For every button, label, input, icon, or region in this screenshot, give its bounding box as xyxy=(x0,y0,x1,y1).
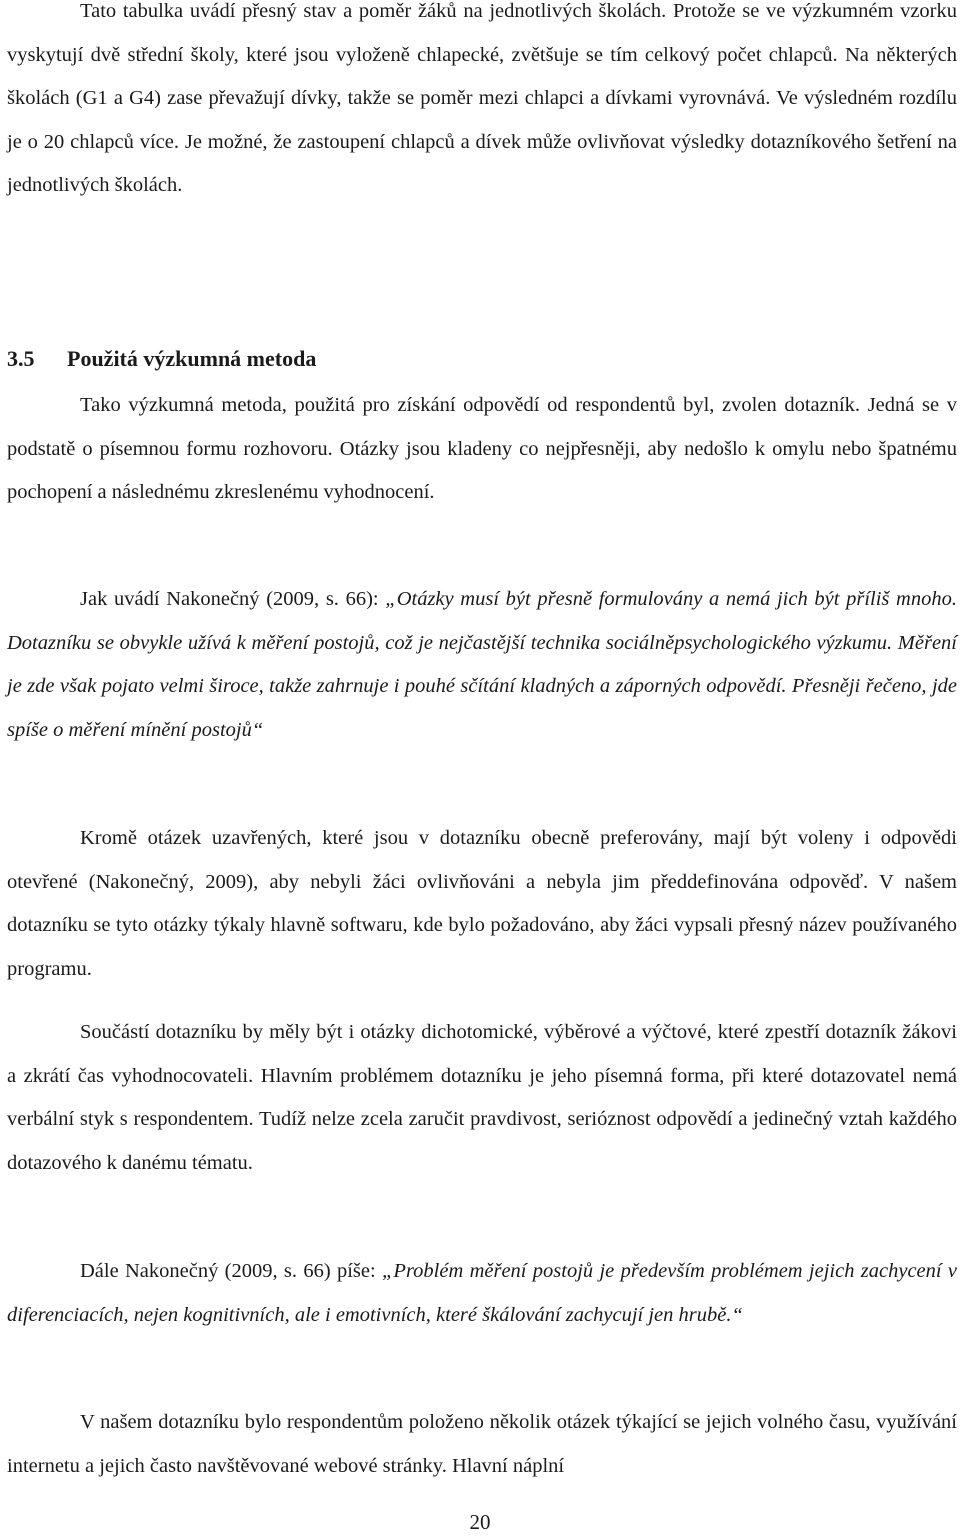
page-number: 20 xyxy=(469,1510,491,1534)
paragraph-questionnaire-topics xyxy=(7,1401,957,1488)
quotation: „Otázky musí být přesně formulovány a nemá jich být příliš mnoho. Dotazníku se obvykle užívá k měření postojů, což je nejčastější technika sociálněpsychologického výzkumu. Měření je zde však pojato velmi široce, takže zahrnuje i pouhé sčítání kladných a záporných odpovědí. Přesněji řečeno, jde spíše o měření mínění postojů“ xyxy=(7,588,957,741)
paragraph-text: Kromě otázek uzavřených, které jsou v dotazníku obecně preferovány, mají být voleny i odpovědi otevřené (Nakonečný, 2009), aby nebyli žáci ovlivňováni a nebyla jim předdefinována odpověď. V našem dotazníku se tyto otázky týkaly hlavně softwaru, kde bylo požadováno, aby žáci vypsali přesný název používaného programu. xyxy=(7,827,957,980)
paragraph-quote-nakonecny-2 xyxy=(7,1250,957,1337)
section-heading xyxy=(7,339,316,379)
paragraph-school-ratio xyxy=(7,0,957,208)
paragraph-text: Tato tabulka uvádí přesný stav a poměr žáků na jednotlivých školách. Protože se ve výzkumném vzorku vyskytují dvě střední školy, které jsou vyloženě chlapecké, zvětšuje se tím celkový počet chlapců. Na některých školách (G1 a G4) zase převažují dívky, takže se poměr mezi chlapci a dívkami vyrovnává. Ve výsledném rozdílu je o 20 chlapců více. Je možné, že zastoupení chlapců a dívek může ovlivňovat výsledky dotazníkového šetření na jednotlivých školách. xyxy=(7,0,957,196)
paragraph-question-types xyxy=(7,1011,957,1185)
citation-intro: Jak uvádí Nakonečný (2009, s. 66): xyxy=(80,588,386,610)
paragraph-text: Součástí dotazníku by měly být i otázky dichotomické, výběrové a výčtové, které zpestří dotazník žákovi a zkrátí čas vyhodnocovateli. Hlavním problémem dotazníku je jeho písemná forma, při které dotazovatel nemá verbální styk s respondentem. Tudíž nelze zcela zaručit pravdivost, serióznost odpovědí a jedinečný vztah každého dotazového k danému tématu. xyxy=(7,1021,957,1174)
citation-intro: Dále Nakonečný (2009, s. 66) píše: xyxy=(80,1260,383,1282)
paragraph-open-questions xyxy=(7,817,957,991)
quotation: „Problém měření postojů je především problémem jejich zachycení v diferenciacích, nejen kognitivních, ale i emotivních, které škálování zachycují jen hrubě.“ xyxy=(7,1260,957,1326)
paragraph-text: V našem dotazníku bylo respondentům položeno několik otázek týkající se jejich volného času, využívání internetu a jejich často navštěvované webové stránky. Hlavní náplní xyxy=(7,1411,957,1477)
section-title: Použitá výzkumná metoda xyxy=(67,346,317,371)
paragraph-method xyxy=(7,384,957,515)
paragraph-quote-nakonecny-1 xyxy=(7,578,957,752)
section-number: 3.5 xyxy=(7,346,35,371)
paragraph-text: Tako výzkumná metoda, použitá pro získání odpovědí od respondentů byl, zvolen dotazník. Jedná se v podstatě o písemnou formu rozhovoru. Otázky jsou kladeny co nejpřesněji, aby nedošlo k omylu nebo špatnému pochopení a následnému zkreslenému vyhodnocení. xyxy=(7,394,957,503)
